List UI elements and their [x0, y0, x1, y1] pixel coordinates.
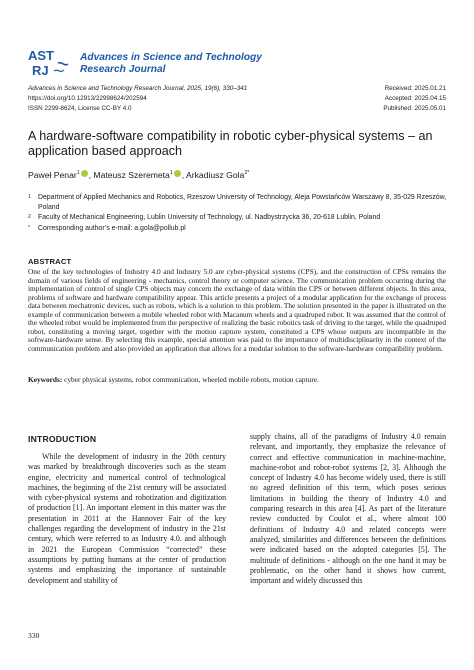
affiliation-item: [28, 193, 448, 212]
author-affil-mark: 1: [76, 170, 80, 177]
author-list: Paweł Penar$^1$ , Mateusz Szeremeta$^1$ , Arkadiusz Gola$^{2*}$: [28, 170, 250, 180]
introduction-column-right: supply chains, all of the paradigms of Industry 4.0 remain relevant, and importantly, they emphasize the relevance of correct and effective communication in machine-machine, machine-robot and robot-robot systems [2, 3]. Although the concept of Industry 4.0 has become widely used, there is still no agreed definition of this term, which poses serious limitations in building the theory of Industry 4.0 and comparing research in this area [4]. As part of the literature review conducted by Coulot et al., where almost 100 definitions of Industry 4.0 and related concepts were analyzed, similarities and differences between the definitions were indicated based on the adopted categories [5]. The multitude of definitions - although on the one hand it may be problematic, on the other hand it shows how current, important and widely discussed this: [250, 432, 446, 586]
affiliation-item: [28, 224, 448, 234]
dates-block: [383, 84, 446, 114]
published-date: Published: 2025.05.01: [383, 105, 446, 112]
orcid-icon[interactable]: [174, 170, 181, 177]
introduction-heading: INTRODUCTION: [28, 434, 97, 444]
journal-name[interactable]: [80, 52, 262, 76]
svg-text:AST: AST: [28, 48, 54, 63]
affiliations: [28, 193, 448, 234]
author-name: Paweł Penar: [28, 170, 77, 180]
journal-logo: [28, 47, 72, 77]
author-name: Arkadiusz Gola: [186, 170, 245, 180]
issn-license: ISSN 2299-8624, License CC-BY 4.0: [28, 105, 132, 112]
page-number: 330: [28, 631, 40, 640]
journal-name-line2: Research Journal: [80, 64, 166, 75]
author-name: Mateusz Szeremeta: [93, 170, 170, 180]
affiliation-text: Department of Applied Mechanics and Robotics, Rzeszow University of Technology, Aleja Powstańców Warszawy 8, 35-029 Rzeszów, Poland: [38, 194, 447, 211]
author-affil-mark: 2*: [244, 170, 250, 177]
abstract-text: One of the key technologies of Industry 4.0 and Industry 5.0 are cyber-physical systems (CPS), and the construction of CPSs remains the domain of various fields of engineering - mechanics, control theory or computer science. The communication problem occurring during the implementation of control of single CPS objects may concern the exchange of data within the CPS or between different objects. In this area, problems of software and hardware compatibility appear. This article presents a project of a modular application for the exchange of process data between mechatronic devices, such as robots, which is a solution to this problem. The solution presented in the paper is illustrated on the example of communication between a mobile wheeled robot with Macanum wheels and a quadruped robot. It was assumed that the control of the wheeled robot would be implemented from the perspective of realizing the basic robotics task of driving to the target, while the quadruped robot, constituting a moving target, together with the motion capture system, constituted a CPS whose outputs are incompatible in the software-hardware sense. By selecting this example, special attention was paid to the importance of multidisciplinarity in the context of the communication problem and also provided an application that allows for a modular solution to the software-hardware compatibility problem.: [28, 267, 446, 353]
doi-link[interactable]: https://doi.org/10.12913/22998624/202594: [28, 95, 147, 102]
introduction-column-left: While the development of industry in the 20th century was marked by breakthrough discoveries such as the steam engine, electricity and numerical control of technological machines, the beginning of the 21st century will be associated with cyber-physical systems and robotization and digitization of production [1]. An important element in this matter was the presentation in 2011 at the Hannover Fair of the key challenges regarding the development of industry in the 21st century, which were referred to as Industry 4.0. and although in 2021 the European Commission “corrected” these assumptions by putting humans at the center of production systems and emphasizing the importance of sustainable development and stability of: [28, 452, 226, 585]
affiliation-mark: 2: [28, 214, 31, 221]
affiliation-mark: *: [28, 224, 30, 231]
affiliation-mark: 1: [28, 194, 31, 200]
affiliation-text: Faculty of Mechanical Engineering, Lublin University of Technology, ul. Nadbystrzycka 36, 20-618 Lublin, Poland: [38, 214, 381, 222]
paper-title: A hardware-software compatibility in robotic cyber-physical systems – an application based approach: [28, 129, 433, 158]
svg-text:RJ: RJ: [32, 63, 49, 77]
citation-block: [28, 84, 247, 114]
received-date: Received: 2025.01.21: [384, 85, 446, 92]
author-affil-mark: 1: [169, 170, 173, 177]
abstract-heading: ABSTRACT: [28, 257, 72, 266]
keywords-text: cyber physical systems, robot communication, wheeled mobile robots, motion capture.: [64, 375, 319, 384]
journal-name-line1: Advances in Science and Technology: [80, 52, 262, 63]
orcid-icon[interactable]: [81, 170, 88, 177]
corresponding-author-email[interactable]: Corresponding author’s e-mail: a.gola@pollub.pl: [38, 224, 186, 232]
keywords-label: Keywords:: [28, 375, 63, 384]
citation: Advances in Science and Technology Research Journal, 2025, 19(6), 330–341: [28, 85, 248, 92]
affiliation-item: [28, 213, 448, 223]
accepted-date: Accepted: 2025.04.15: [384, 95, 446, 102]
keywords-line: [28, 376, 446, 385]
